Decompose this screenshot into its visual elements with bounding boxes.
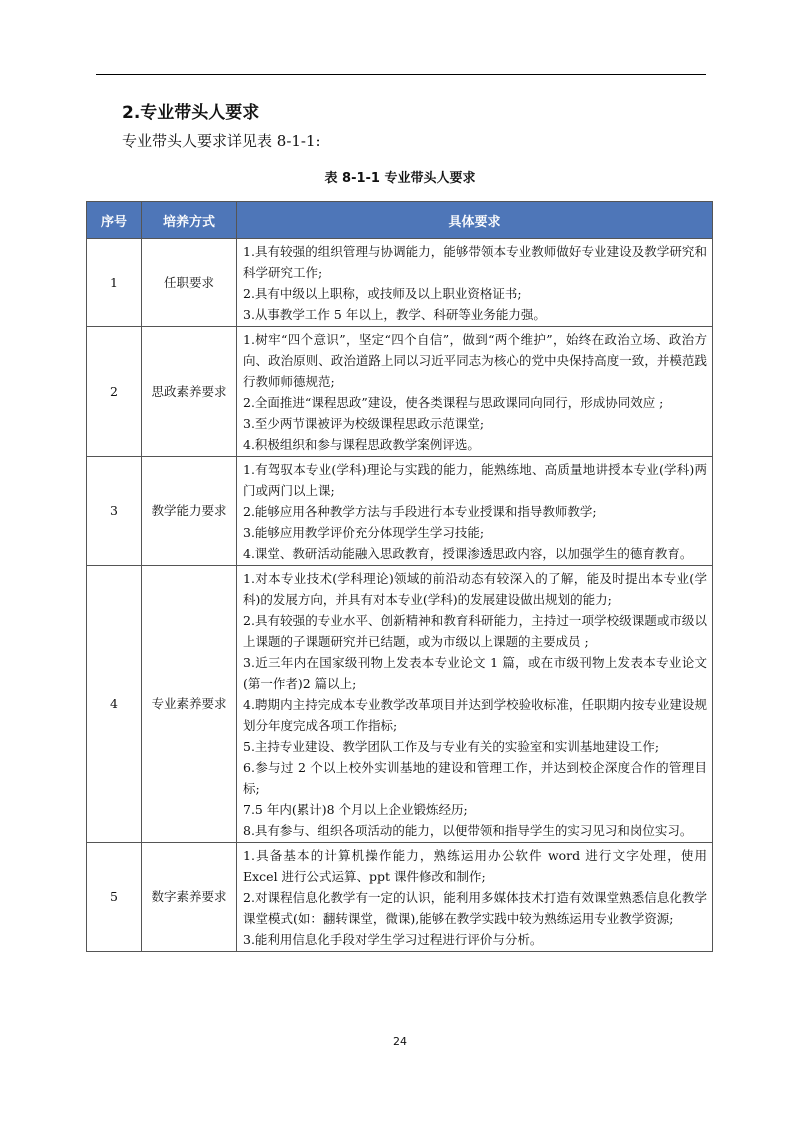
requirement-item: 3.能利用信息化手段对学生学习过程进行评价与分析。 <box>243 932 543 947</box>
section-heading: 2.专业带头人要求 <box>122 103 260 123</box>
table-header-row <box>87 202 713 239</box>
requirement-item: 1.树牢“四个意识”，坚定“四个自信”，做到“两个维护”，始终在政治立场、政治方向、政治原则、政治道路上同以习近平同志为核心的党中央保持高度一致，并模范践行教师师德规范; <box>243 332 707 389</box>
row-detail <box>237 327 713 457</box>
requirement-item: 4.积极组织和参与课程思政教学案例评选。 <box>243 437 480 452</box>
table-caption: 表 8-1-1 专业带头人要求 <box>324 171 476 186</box>
table-row <box>87 327 713 457</box>
requirement-item: 6.参与过 2 个以上校外实训基地的建设和管理工作，并达到校企深度合作的管理目标; <box>243 760 707 796</box>
page-number: 24 <box>393 1035 407 1048</box>
requirement-item: 7.5 年内(累计)8 个月以上企业锻炼经历; <box>243 802 468 817</box>
requirement-item: 1.对本专业技术(学科理论)领域的前沿动态有较深入的了解，能及时提出本专业(学科)的发展方向，并具有对本专业(学科)的发展建设做出规划的能力; <box>243 571 707 607</box>
requirement-item: 5.主持专业建设、教学团队工作及与专业有关的实验室和实训基地建设工作; <box>243 739 660 754</box>
requirement-item: 2.全面推进“课程思政”建设，使各类课程与思政课同向同行，形成协同效应 ; <box>243 395 664 410</box>
requirement-item: 1.具备基本的计算机操作能力，熟练运用办公软件 word 进行文字处理，使用 Excel 进行公式运算、ppt 课件修改和制作; <box>243 848 707 884</box>
row-number: 5 <box>87 843 142 952</box>
row-number: 1 <box>87 239 142 327</box>
requirement-item: 3.从事教学工作 5 年以上，教学、科研等业务能力强。 <box>243 307 546 322</box>
requirements-table <box>86 201 713 952</box>
requirement-item: 1.具有较强的组织管理与协调能力，能够带领本专业教师做好专业建设及教学研究和科学研究工作; <box>243 244 707 280</box>
row-number: 3 <box>87 457 142 566</box>
row-mode: 数字素养要求 <box>142 843 237 952</box>
requirement-item: 2.具有中级以上职称，或技师及以上职业资格证书; <box>243 286 522 301</box>
intro-text: 专业带头人要求详见表 8-1-1: <box>122 132 321 150</box>
row-mode: 专业素养要求 <box>142 566 237 843</box>
requirement-item: 3.至少两节课被评为校级课程思政示范课堂; <box>243 416 485 431</box>
table-row <box>87 843 713 952</box>
row-detail <box>237 566 713 843</box>
row-detail <box>237 457 713 566</box>
header-rule <box>96 74 706 75</box>
header-mode: 培养方式 <box>142 202 237 239</box>
requirement-item: 8.具有参与、组织各项活动的能力，以便带领和指导学生的实习见习和岗位实习。 <box>243 823 693 838</box>
row-detail <box>237 239 713 327</box>
row-mode: 思政素养要求 <box>142 327 237 457</box>
table-row <box>87 457 713 566</box>
row-detail <box>237 843 713 952</box>
header-detail: 具体要求 <box>237 202 713 239</box>
row-number: 2 <box>87 327 142 457</box>
row-mode: 任职要求 <box>142 239 237 327</box>
requirement-item: 3.近三年内在国家级刊物上发表本专业论文 1 篇，或在市级刊物上发表本专业论文(第一作者)2 篇以上; <box>243 655 707 691</box>
requirement-item: 1.有驾驭本专业(学科)理论与实践的能力，能熟练地、高质量地讲授本专业(学科)两门或两门以上课; <box>243 462 707 498</box>
row-mode: 教学能力要求 <box>142 457 237 566</box>
requirement-item: 3.能够应用教学评价充分体现学生学习技能; <box>243 525 485 540</box>
table-row <box>87 239 713 327</box>
requirement-item: 2.对课程信息化教学有一定的认识，能利用多媒体技术打造有效课堂熟悉信息化教学课堂模式(如：翻转课堂，微课),能够在教学实践中较为熟练运用专业教学资源; <box>243 890 707 926</box>
requirement-item: 2.能够应用各种教学方法与手段进行本专业授课和指导教师教学; <box>243 504 597 519</box>
requirement-item: 4.课堂、教研活动能融入思政教育，授课渗透思政内容，以加强学生的德育教育。 <box>243 546 693 561</box>
header-no: 序号 <box>87 202 142 239</box>
requirement-item: 2.具有较强的专业水平、创新精神和教育科研能力，主持过一项学校级课题或市级以上课题的子课题研究并已结题，或为市级以上课题的主要成员 ; <box>243 613 707 649</box>
table-row <box>87 566 713 843</box>
requirement-item: 4.聘期内主持完成本专业教学改革项目并达到学校验收标准，任职期内按专业建设规划分年度完成各项工作指标; <box>243 697 707 733</box>
row-number: 4 <box>87 566 142 843</box>
